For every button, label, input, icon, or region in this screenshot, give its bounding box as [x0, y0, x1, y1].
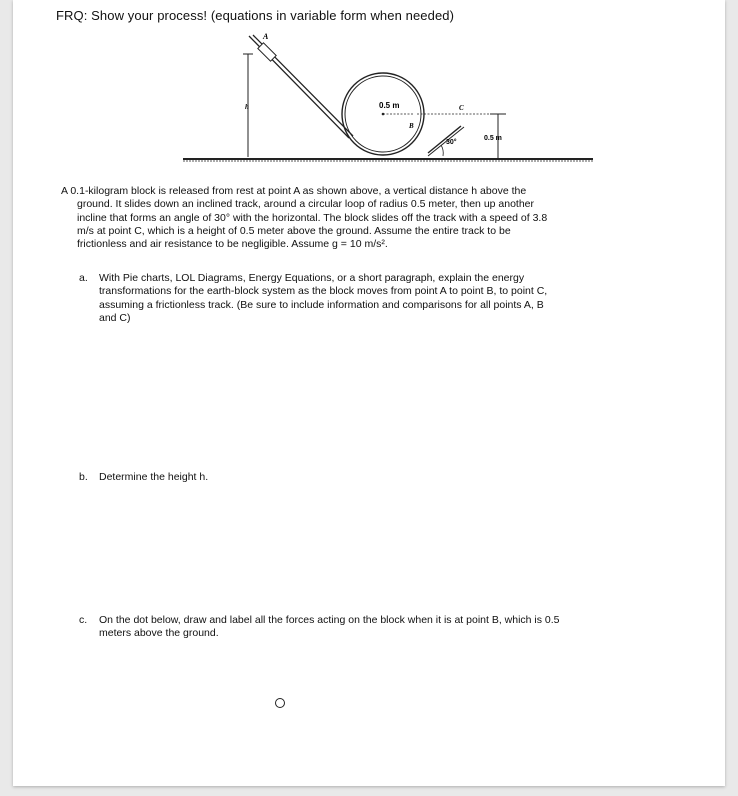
intro-line: incline that forms an angle of 30° with the horizontal. The block slides off the track with a speed of 3.8	[77, 211, 548, 224]
label-h: h	[245, 103, 249, 111]
question-c-line: meters above the ground.	[99, 627, 219, 640]
angle-arc	[441, 145, 443, 156]
label-angle: 30°	[446, 139, 457, 146]
question-a-line: and C)	[99, 311, 131, 324]
question-b-text: Determine the height h.	[99, 471, 209, 483]
intro-line: frictionless and air resistance to be negligible. Assume g = 10 m/s².	[77, 238, 388, 251]
worksheet-page	[13, 0, 725, 786]
problem-statement	[61, 185, 651, 251]
question-c-line: On the dot below, draw and label all the forces acting on the block when it is at point B, which is 0.5	[99, 614, 560, 626]
intro-line: ground. It slides down an inclined track, around a circular loop of radius 0.5 meter, then up another	[77, 198, 535, 211]
label-a: A	[263, 32, 269, 41]
label-b: B	[409, 122, 414, 130]
block-at-a	[258, 43, 276, 61]
question-a-letter: a.	[79, 272, 88, 284]
question-b-letter: b.	[79, 471, 88, 483]
intro-line: m/s at point C, which is a height of 0.5 meter above the ground. Assume the entire track to be	[77, 224, 511, 237]
ground-hatching	[183, 159, 593, 161]
page-title: FRQ: Show your process! (equations in variable form when needed)	[56, 8, 455, 23]
force-diagram-dot	[275, 698, 285, 708]
label-c: C	[459, 104, 464, 112]
question-c-letter: c.	[79, 614, 88, 626]
label-height-c: 0.5 m	[484, 135, 502, 142]
label-radius: 0.5 m	[379, 101, 400, 110]
question-a-line: assuming a frictionless track. (Be sure to include information and comparisons for all points A, B	[99, 298, 544, 311]
loop-track-diagram	[171, 30, 601, 170]
question-a-line: transformations for the earth-block system as the block moves from point A to point B, to point C,	[99, 285, 548, 298]
question-a-line: With Pie charts, LOL Diagrams, Energy Equations, or a short paragraph, explain the energy	[99, 272, 525, 284]
intro-line: A 0.1-kilogram block is released from rest at point A as shown above, a vertical distance h above the	[61, 185, 527, 197]
